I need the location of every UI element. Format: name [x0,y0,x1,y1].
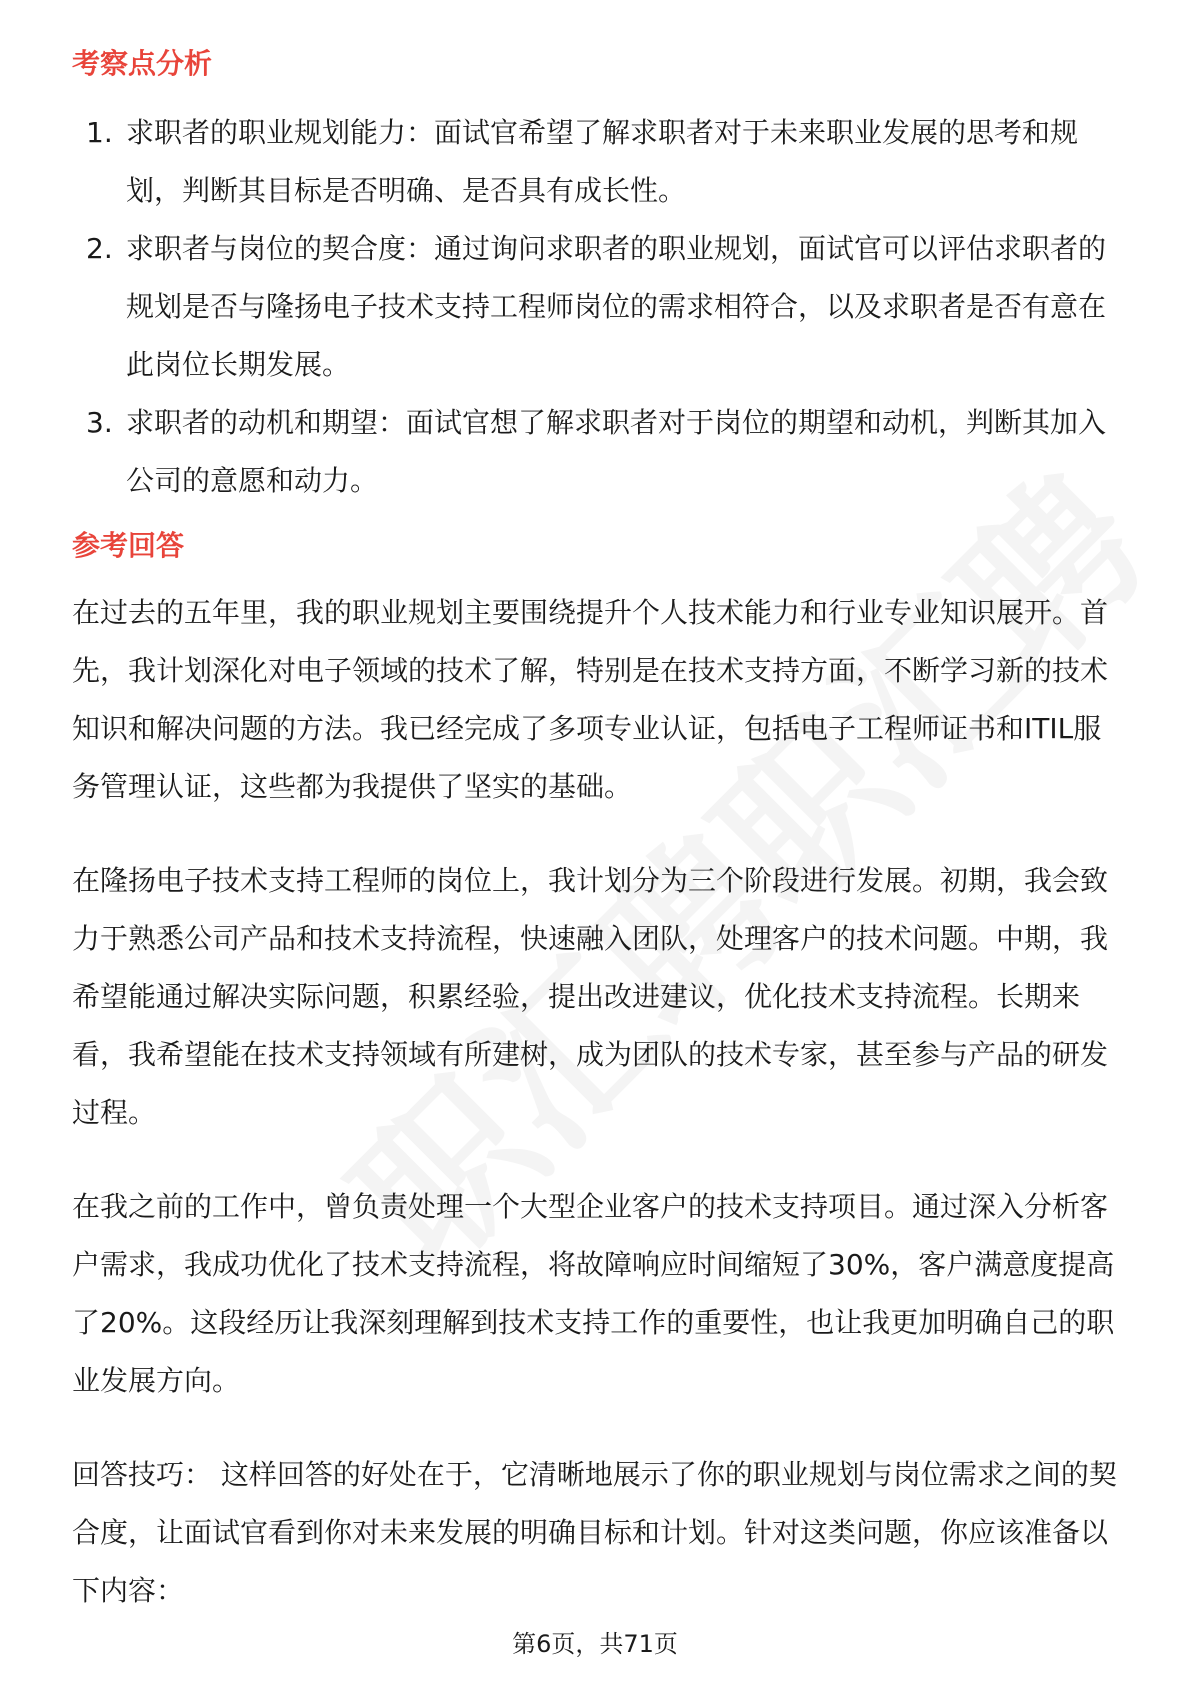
list-item [72,104,1118,220]
analysis-section-title: 考察点分析 [72,47,213,80]
answer-paragraph: 在我之前的工作中，曾负责处理一个大型企业客户的技术支持项目。通过深入分析客户需求，我成功优化了技术支持流程，将故障响应时间缩短了30%，客户满意度提高了20%。这段经历让我深刻理解到技术支持工作的重要性，也让我更加明确自己的职业发展方向。 [72,1190,1115,1397]
list-item-text: 求职者的动机和期望：面试官想了解求职者对于岗位的期望和动机，判断其加入公司的意愿和动力。 [126,406,1107,497]
list-item [72,220,1118,394]
list-item [72,394,1118,510]
list-item-text: 求职者的职业规划能力：面试官希望了解求职者对于未来职业发展的思考和规划，判断其目标是否明确、是否具有成长性。 [126,116,1079,207]
list-item-number: 1. [86,116,113,149]
answer-paragraph: 在隆扬电子技术支持工程师的岗位上，我计划分为三个阶段进行发展。初期，我会致力于熟悉公司产品和技术支持流程，快速融入团队，处理客户的技术问题。中期，我希望能通过解决实际问题，积累经验，提出改进建议，优化技术支持流程。长期来看，我希望能在技术支持领域有所建树，成为团队的技术专家，甚至参与产品的研发过程。 [72,864,1109,1129]
list-item-number: 2. [86,232,113,265]
list-item-text: 求职者与岗位的契合度：通过询问求职者的职业规划，面试官可以评估求职者的规划是否与隆扬电子技术支持工程师岗位的需求相符合，以及求职者是否有意在此岗位长期发展。 [126,232,1107,381]
answer-paragraph: 在过去的五年里，我的职业规划主要围绕提升个人技术能力和行业专业知识展开。首先，我计划深化对电子领域的技术了解，特别是在技术支持方面，不断学习新的技术知识和解决问题的方法。我已经完成了多项专业认证，包括电子工程师证书和ITIL服务管理认证，这些都为我提供了坚实的基础。 [72,596,1109,803]
list-item-number: 3. [86,406,113,439]
page-content [72,44,1118,1620]
tips-paragraph: 回答技巧： 这样回答的好处在于，它清晰地展示了你的职业规划与岗位需求之间的契合度，让面试官看到你对未来发展的明确目标和计划。针对这类问题，你应该准备以下内容： [72,1458,1117,1607]
answer-section-title: 参考回答 [72,529,185,562]
analysis-list [72,104,1118,510]
page-number: 第6页，共71页 [512,1630,678,1658]
